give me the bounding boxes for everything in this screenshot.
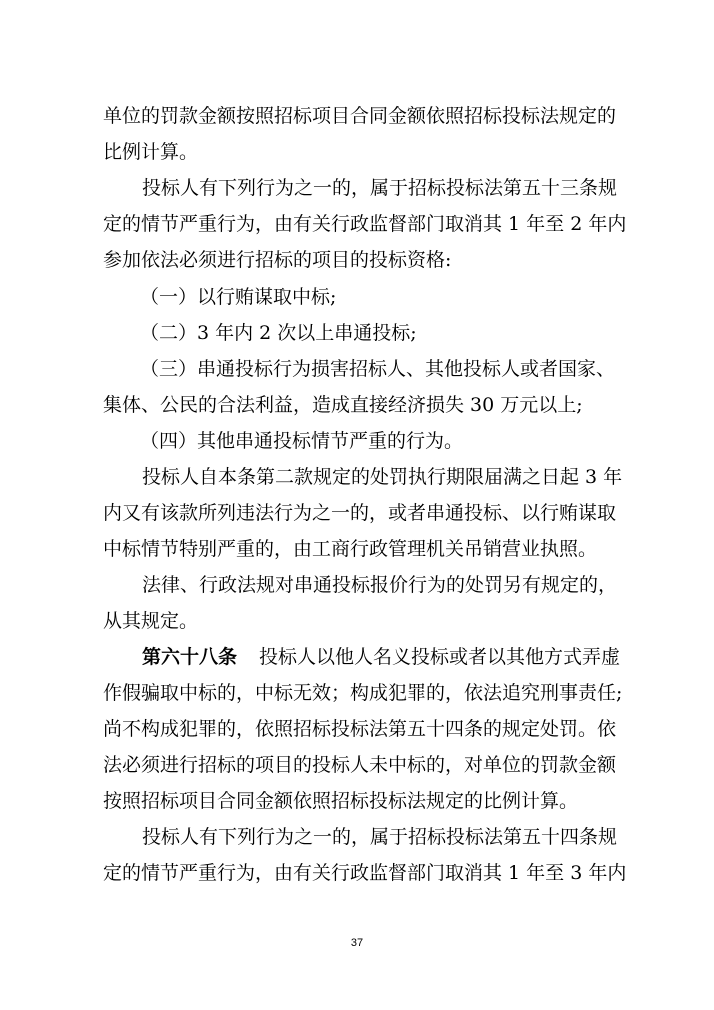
- list-item-2: （二）3 年内 2 次以上串通投标;: [140, 322, 417, 344]
- list-item-1: （一）以行贿谋取中标;: [140, 286, 337, 308]
- article-number: 第六十八条: [142, 646, 238, 668]
- article-line-3: 尚不构成犯罪的，依照招标投标法第五十四条的规定处罚。依: [103, 718, 617, 740]
- paragraph-2-line-2: 内又有该款所列违法行为之一的，或者串通投标、以行贿谋取: [103, 502, 617, 524]
- paragraph-line-1: 投标人有下列行为之一的，属于招标投标法第五十三条规: [142, 177, 618, 199]
- paragraph-4-line-1: 投标人有下列行为之一的，属于招标投标法第五十四条规: [142, 826, 618, 848]
- paragraph-2-line-1: 投标人自本条第二款规定的处罚执行期限届满之日起 3 年: [142, 466, 623, 488]
- text-line-1: 单位的罚款金额按照招标项目合同金额依照招标投标法规定的: [103, 105, 617, 127]
- article-text: 投标人以他人名义投标或者以其他方式弄虚: [259, 646, 621, 668]
- paragraph-line-3: 参加依法必须进行招标的项目的投标资格:: [103, 249, 452, 271]
- paragraph-3-line-1: 法律、行政法规对串通投标报价行为的处罚另有规定的，: [142, 574, 618, 596]
- list-item-3-line-1: （三）串通投标行为损害招标人、其他投标人或者国家、: [140, 358, 616, 380]
- article-line-2: 作假骗取中标的，中标无效；构成犯罪的，依法追究刑事责任;: [103, 682, 623, 704]
- article-line-5: 按照招标项目合同金额依照招标投标法规定的比例计算。: [103, 790, 579, 812]
- article-line-1: [142, 643, 662, 671]
- page-number: 37: [350, 937, 364, 949]
- paragraph-3-line-2: 从其规定。: [103, 610, 199, 632]
- paragraph-line-2: 定的情节严重行为，由有关行政监督部门取消其 1 年至 2 年内: [103, 213, 627, 235]
- paragraph-4-line-2: 定的情节严重行为，由有关行政监督部门取消其 1 年至 3 年内: [103, 862, 627, 884]
- list-item-4: （四）其他串通投标情节严重的行为。: [140, 430, 464, 452]
- text-line-2: 比例计算。: [103, 141, 199, 163]
- article-line-4: 法必须进行招标的项目的投标人未中标的，对单位的罚款金额: [103, 754, 617, 776]
- paragraph-2-line-3: 中标情节特别严重的，由工商行政管理机关吊销营业执照。: [103, 538, 598, 560]
- list-item-3-line-2: 集体、公民的合法利益，造成直接经济损失 30 万元以上;: [103, 394, 583, 416]
